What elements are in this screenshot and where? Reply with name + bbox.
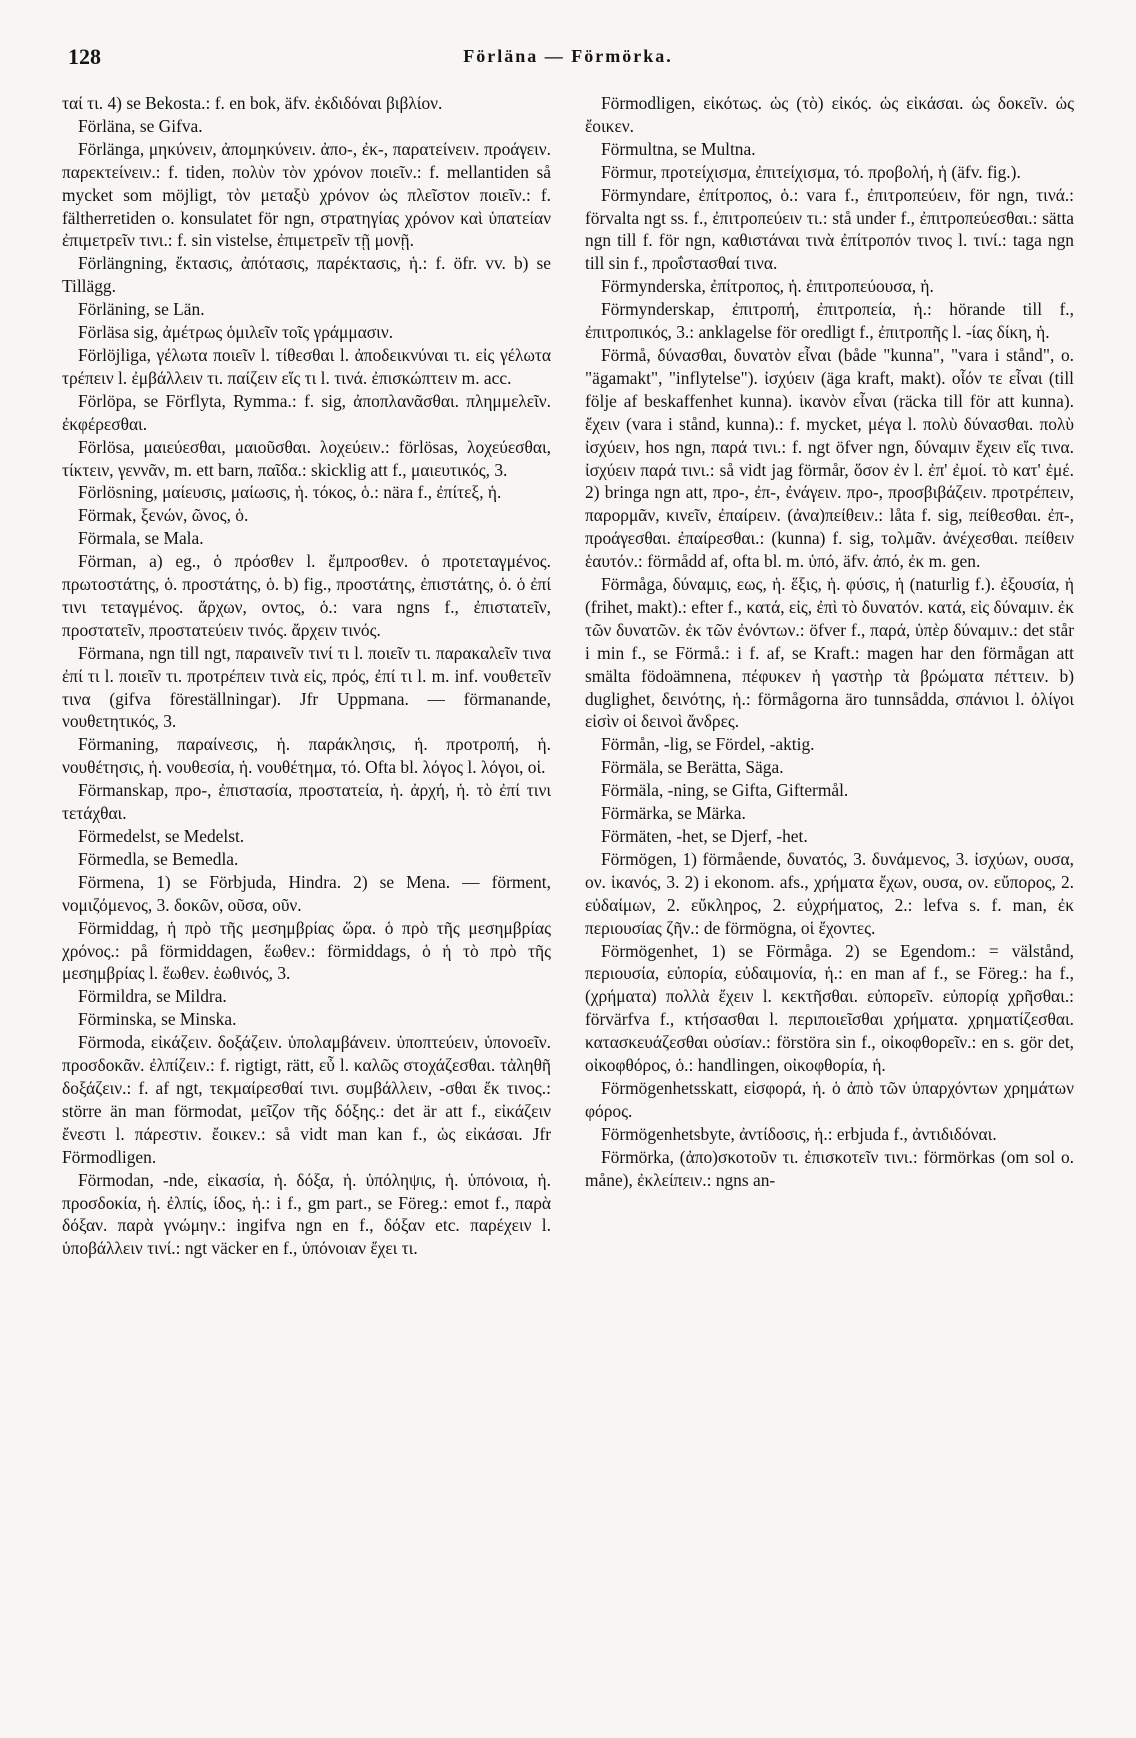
- dictionary-entry: Förmedla, se Bemedla.: [78, 848, 239, 869]
- dictionary-entry: Förmur, προτείχισμα, ἐπιτείχισμα, τό. προβολή, ἡ (äfv. fig.).: [601, 161, 1021, 182]
- dictionary-entry: Förmärka, se Märka.: [601, 803, 746, 824]
- dictionary-entry: Förmögen, 1) förmående, δυνατός, 3. δυνάμενος, 3. ἰσχύων, ουσα, ον. ἱκανός, 3. 2) i ekonom. afs., χρήματα ἔχων, ουσα, ον. εὔπορος, 2. εὐδαίμων, 2. εὔκληρος, 2. εὐχρήματος, 2.: lefva s. f. man, ἐκ περιουσίας ζῆν.: de förmögna, οἱ ἔχοντες.: [585, 848, 1074, 938]
- page-header: [62, 38, 1074, 78]
- dictionary-entry: Förlänga, μηκύνειν, ἀπομηκύνειν. ἀπο-, ἐκ-, παρατείνειν. προάγειν. παρεκτείνειν.: f. tiden, πολὺν τὸν χρόνον ποιεῖν.: f. mellantiden så mycket som möjligt, τὸν μεταξὺ χρόνον ὡς πλεῖστον ποιεῖν.: f. fältherretiden o. konsulatet för ngn, στρατηγίας χρόνον καὶ ὑπατείαν ἐπιμετρεῖν τινι.: f. sin vistelse, ἐπιμετρεῖν τῇ μονῇ.: [62, 138, 551, 251]
- dictionary-entry: Förmaning, παραίνεσις, ἡ. παράκλησις, ἡ. προτροπή, ἡ. νουθέτησις, ἡ. νουθεσία, ἡ. νουθέτημα, τό. Ofta bl. λόγος l. λόγοι, οἱ.: [62, 734, 551, 778]
- dictionary-entry: Förmån, -lig, se Fördel, -aktig.: [601, 734, 815, 755]
- dictionary-entry: Förmäla, se Berätta, Säga.: [601, 757, 784, 778]
- dictionary-entry: Förmanskap, προ-, ἐπιστασία, προστατεία, ἡ. ἀρχή, ἡ. τὸ ἐπί τινι τετάχθαι.: [62, 780, 551, 824]
- dictionary-entry: Förmäten, -het, se Djerf, -het.: [601, 826, 808, 846]
- dictionary-entry: Förmak, ξενών, ῶνος, ὁ.: [78, 505, 249, 526]
- dictionary-entry: Förmögenhetsskatt, εἰσφορά, ἡ. ὁ ἀπὸ τῶν ὑπαρχόντων χρημάτων φόρος.: [585, 1077, 1074, 1121]
- dictionary-entry: Förmoda, εἰκάζειν. δοξάζειν. ὑπολαμβάνειν. ὑποπτεύειν, ὑπονοεῖν. προσδοκᾶν. ἐλπίζειν.: f. rigtigt, rätt, εὖ l. καλῶς στοχάζεσθαι. τἀληθῆ δοξάζειν.: f. af ngt, τεκμαίρεσθαί τινι. συμβάλλειν, -σθαι ἔκ τινος.: större än man förmodat, μεῖζον τῆς δόξης.: det är att f., εἰκάζειν ἔνεστι l. πάρεστιν. ἔοικεν.: så vidt man kan f., ὡς εἰκάσαι. Jfr Förmodligen.: [62, 1032, 551, 1167]
- dictionary-entry: Förlösning, μαίευσις, μαίωσις, ἡ. τόκος, ὁ.: nära f., ἐπίτεξ, ἡ.: [78, 482, 502, 503]
- page-number: 128: [68, 44, 101, 69]
- two-column-body: [62, 92, 1074, 1712]
- dictionary-entry: Förmodan, -nde, εἰκασία, ἡ. δόξα, ἡ. ὑπόληψις, ἡ. ὑπόνοια, ἡ. προσδοκία, ἡ. ἐλπίς, ίδος, ἡ.: i f., gm part., se Föreg.: emot f., παρὰ δόξαν. παρὰ γνώμην.: ingifva ngn en f., δόξαν etc. παρέχειν l. ὑποβάλλειν τινί.: ngt väcker en f., ὑπόνοιαν ἔχει τι.: [62, 1169, 551, 1259]
- dictionary-entry: Förmynderska, ἐπίτροπος, ἡ. ἐπιτροπεύουσα, ἡ.: [601, 276, 934, 297]
- dictionary-entry: Förmana, ngn till ngt, παραινεῖν τινί τι l. ποιεῖν τι. παρακαλεῖν τινα ἐπί τι l. ποιεῖν τι. προτρέπειν τινὰ εἰς, πρός, ἐπί τι l. m. inf. νουθετεῖν τινα (gifva föreställningar). Jfr Uppmana. — förmanande, νουθετητικός, 3.: [62, 642, 551, 732]
- dictionary-entry: Förmyndare, ἐπίτροπος, ὁ.: vara f., ἐπιτροπεύειν, för ngn, τινά.: förvalta ngt ss. f., ἐπιτροπεύειν τι.: stå under f., ἐπιτροπεύεσθαι.: sätta ngn till f. för ngn, καθιστάναι τινὰ ἐπίτροπόν τινος l. τινί.: taga ngn till sin f., προΐστασθαί τινα.: [585, 184, 1074, 274]
- dictionary-entry: Förlängning, ἔκτασις, ἀπότασις, παρέκτασις, ἡ.: f. öfr. vv. b) se Tillägg.: [62, 253, 551, 297]
- dictionary-entry: Förmörka, (ἀπο)σκοτοῦν τι. ἐπισκοτεῖν τινι.: förmörkas (om sol o. måne), ἐκλείπειν.: ngns an-: [585, 1146, 1074, 1190]
- right-column: [585, 92, 1074, 1712]
- dictionary-entry: Förlösa, μαιεύεσθαι, μαιοῦσθαι. λοχεύειν.: förlösas, λοχεύεσθαι, τίκτειν, γεννᾶν, m. ett barn, παῖδα.: skicklig att f., μαιευτικός, 3.: [62, 436, 551, 480]
- dictionary-entry: Förmögenhetsbyte, ἀντίδοσις, ἡ.: erbjuda f., ἀντιδιδόναι.: [601, 1123, 997, 1144]
- dictionary-entry: Förmå, δύνασθαι, δυνατὸν εἶναι (både "kunna", "vara i stånd", o. "ägamakt", "inflytelse"). ἰσχύειν (äga kraft, makt). οἷόν τε εἶναι (till följe af beskaffenhet kunna). ἱκανὸν εἶναι (räcka till för att kunna). ἔχειν (vara i stånd, kunna).: f. mycket, μέγα l. πολὺ δύνασθαι. πολὺ ἰσχύειν, hos ngn, παρά τινι.: f. ngt öfver ngn, δύναμιν ἔχειν εἴς τινα. ἰσχύειν παρά τινι.: så vidt jag förmår, ὅσον ἐν l. ἐπ' ἐμοί. τὸ κατ' ἐμέ. 2) bringa ngn att, προ-, ἐπ-, ἐνάγειν. προ-, προσβιβάζειν. προτρέπειν, παρορμᾶν, κινεῖν, ἐπαίρειν. (ἀνα)πείθειν.: låta f. sig, πείθεσθαι. ἐπ-, προάγεσθαι. ἐπαίρεσθαι.: (kunna) f. sig, τολμᾶν. ἀνέχεσθαι. πείθειν ἑαυτόν.: förmådd af, ofta bl. m. ὑπό, äfv. ἀπό, ἐκ m. gen.: [585, 344, 1074, 572]
- dictionary-entry: Förminska, se Minska.: [78, 1009, 237, 1030]
- dictionary-entry: Förläning, se Län.: [78, 299, 205, 320]
- dictionary-entry: Förmultna, se Multna.: [601, 138, 756, 159]
- dictionary-entry: Förman, a) eg., ὁ πρόσθεν l. ἔμπροσθεν. ὁ προτεταγμένος. πρωτοστάτης, ὁ. προστάτης, ὁ. b) fig., προστάτης, ἐπιστάτης, ὁ. ὁ ἐπί τινι τεταγμένος. ἄρχων, οντος, ὁ.: vara ngns f., ἐπιστατεῖν, προστατεῖν, προστατεύειν τινός. ἄρχειν τινός.: [62, 551, 551, 640]
- dictionary-entry: Förlöpa, se Förflyta, Rymma.: f. sig, ἀποπλανᾶσθαι. πλημμελεῖν. ἐκφέρεσθαι.: [62, 390, 551, 434]
- dictionary-entry: Förmåga, δύναμις, εως, ἡ. ἕξις, ἡ. φύσις, ἡ (naturlig f.). ἐξουσία, ἡ (frihet, makt).: efter f., κατά, εἰς, ἐπὶ τὸ δυνατόν. κατά, εἰς δύναμιν. ἐκ τῶν δυνατῶν. ἐκ τῶν ἐνόντων.: öfver f., παρά, ὑπὲρ δύναμιν.: det står i min f., se Förmå.: i f. af, se Kraft.: magen har den förmågan att smälta födoämnena, πέφυκεν ἡ γαστὴρ τὰ βρώματα πέττειν. b) duglighet, δεινότης, ἡ.: förmågorna äro tunnsådda, σπάνιοι l. ὀλίγοι εἰσὶν οἱ δεινοὶ ἄνδρες.: [585, 574, 1074, 732]
- dictionary-entry: Förläsa sig, ἀμέτρως ὁμιλεῖν τοῖς γράμμασιν.: [78, 322, 394, 343]
- dictionary-entry: Förmena, 1) se Förbjuda, Hindra. 2) se Mena. — förment, νομιζόμενος, 3. δοκῶν, οῦσα, οῦν.: [62, 871, 551, 915]
- dictionary-entry: Förmiddag, ἡ πρὸ τῆς μεσημβρίας ὥρα. ὁ πρὸ τῆς μεσημβρίας χρόνος.: på förmiddagen, ἕωθεν.: förmiddags, ὁ ἡ τὸ πρὸ τῆς μεσημβρίας l. ἕωθεν. ἑωθινός, 3.: [62, 917, 551, 984]
- dictionary-entry: Förmäla, -ning, se Gifta, Giftermål.: [601, 780, 849, 801]
- dictionary-entry: Förmedelst, se Medelst.: [78, 826, 245, 846]
- dictionary-entry: Förmildra, se Mildra.: [78, 986, 227, 1007]
- dictionary-entry: Förmynderskap, ἐπιτροπή, ἐπιτροπεία, ἡ.: hörande till f., ἐπιτροπικός, 3.: anklagelse för oredligt f., ἐπιτροπῆς l. -ίας δίκη, ἡ.: [585, 299, 1074, 343]
- dictionary-entry: Förlöjliga, γέλωτα ποιεῖν l. τίθεσθαι l. ἀποδεικνύναι τι. εἰς γέλωτα τρέπειν l. ἐμβάλλειν τι. παίζειν εἴς τι l. τινά. ἐπισκώπτειν m. acc.: [62, 344, 551, 388]
- left-column: [62, 92, 551, 1712]
- dictionary-entry: Förläna, se Gifva.: [78, 115, 203, 136]
- dictionary-entry: ταί τι. 4) se Bekosta.: f. en bok, äfv. ἐκδιδόναι βιβλίον.: [62, 93, 443, 113]
- dictionary-entry: Förmala, se Mala.: [78, 528, 204, 549]
- dictionary-entry: Förmodligen, εἰκότως. ὡς (τὸ) εἰκός. ὡς εἰκάσαι. ὡς δοκεῖν. ὡς ἔοικεν.: [585, 93, 1074, 136]
- running-head: Förläna — Förmörka.: [463, 46, 673, 66]
- dictionary-entry: Förmögenhet, 1) se Förmåga. 2) se Egendom.: = välstånd, περιουσία, εὐπορία, εὐδαιμονία, ἡ.: en man af f., se Föreg.: ha f., (χρήματα) πολλὰ ἔχειν l. κεκτῆσθαι. εὐπορεῖν. εὐπορίᾳ χρῆσθαι.: förvärfva f., κτήσασθαι l. περιποιεῖσθαι χρήματα. χρηματίζεσθαι. κατασκευάζεσθαι οὐσίαν.: förstöra sin f., οἰκοφθορεῖν.: en s. gör det, οἰκοφθόρος, ὁ.: handlingen, οἰκοφθορία, ἡ.: [585, 940, 1074, 1076]
